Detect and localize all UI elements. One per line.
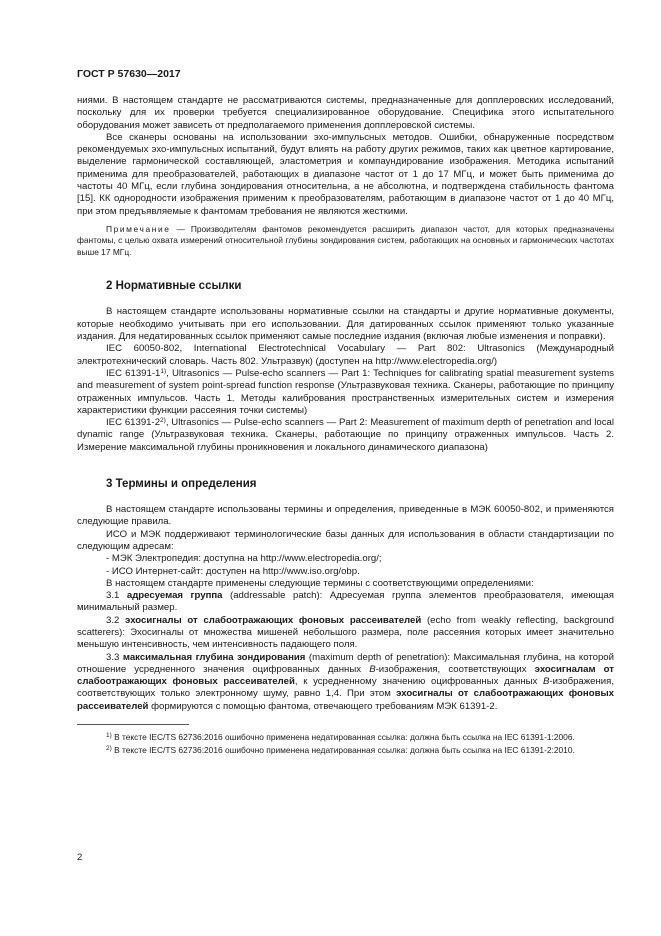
page-number: 2 — [77, 852, 83, 863]
list-item: - МЭК Электропедия: доступна на http://www.electropedia.org/; — [106, 553, 382, 565]
term-number: 3.2 — [106, 614, 126, 626]
term-definition: формируются с помощью фантома, отвечающего требованиям МЭК 61391-2. — [148, 700, 498, 712]
footnote-2 — [77, 744, 614, 757]
term-reference: эхосигналы от слабоотражающих фоновых рассеивателей — [77, 688, 614, 712]
document-header: ГОСТ Р 57630—2017 — [77, 68, 181, 80]
footnote-text: В тексте IEC/TS 62736:2016 ошибочно применена недатированная ссылка: должна быть ссылка на IEC 61391-2:2010. — [111, 744, 575, 755]
term-definition: (addressable patch): Адресуемая группа элементов преобразователя, имеющая минимальный размер. — [77, 590, 614, 614]
italic-b: B — [542, 676, 550, 688]
reference-text: , Ultrasonics — Pulse-echo scanners — Part 1: Techniques for calibrating spatial measurement systems and measurement of system point-spread function response (Ультразвуковая техника. Сканеры, работающие по принципу отраженных импульсов. Часть 1. Методы калибрования пространственных измерительных систем и измерения характеристики функции рассеяния точки системы) — [77, 367, 615, 416]
footnote-mark: 2) — [106, 744, 112, 752]
reference-iec-60050-802: IEC 60050-802, International Electrotechnical Vocabulary — Part 802: Ultrasonics (Международный электротехнический словарь. Часть 802. Ультразвук) (доступен на http://www.electropedia.org/) — [77, 343, 614, 367]
reference-iec-61391-1 — [77, 368, 614, 417]
section-3-heading: 3 Термины и определения — [106, 478, 257, 491]
term-definition: (echo from weakly reflecting, background scatterers): Эхосигналы от множества мишеней небольшого размера, поле рассеяния которых имеет значительно меньшую интенсивность, чем интенсивность падающего поля. — [77, 614, 614, 651]
section-2-paragraph: В настоящем стандарте использованы нормативные ссылки на стандарты и другие нормативные документы, которые необходимо учитывать при его использовании. Для датированных ссылок применяют только указанные издания. Для недатированных ссылок применяют самые последние издания (включая любые изменения и поправки). — [77, 306, 614, 343]
term-reference: эхосигналам от слабоотражающих фоновых рассеивателей — [77, 663, 614, 688]
intro-paragraph: Все сканеры основаны на использовании эхо-импульсных методов. Ошибки, обнаруженные посредством рекомендуемых эхо-импульсных испытаний, будут влиять на работу других режимов, таких как цветное картирование, выделение гармонической составляющей, эластометрия и компаундирование изображения. Методика испытаний применима для преобразователей, работающих в диапазоне частот от 1 до 17 МГц, и может быть применима до частоты 40 МГц, если глубина зондирования относительна, а не абсолютна, и подтверждена стабильность фантома [15]. КК однородности изображения применим к преобразователям, работающим в диапазоне частот от 1 до 40 МГц, при этом предъявляемые к фантомам требования не являются жесткими. — [77, 131, 614, 217]
term-definition: , к усредненному значению оцифрованных данных — [294, 676, 543, 688]
reference-text: , Ultrasonics — Pulse-echo scanners — Part 2: Measurement of maximum depth of penetration and local dynamic range (Ультразвуковая техника. Сканеры, работающие по принципу отраженных импульсов. Часть 2. Измерение максимальной глубины проникновения и локального динамического диапазона) — [77, 417, 614, 453]
footnote-mark: 1) — [106, 732, 112, 740]
term-definition: (maximum depth of penetration): Максимальная глубина, на которой отношение усредненного значения оцифрованных данных — [77, 651, 614, 675]
note-text: — Производителям фантомов рекомендуется расширить диапазон частот, для которых предназначены фантомы, с целью охвата измерений относительной глубины зондирования систем, работающих на основных и гармонических частотах выше 17 МГц. — [77, 223, 614, 257]
footnote-mark: 2) — [160, 417, 166, 425]
reference-code: IEC 61391-2 — [106, 417, 161, 429]
term-number: 3.1 — [106, 590, 127, 602]
term-3-3 — [77, 652, 614, 713]
intro-continuation: ниями. В настоящем стандарте не рассматриваются системы, предназначенные для допплеровских исследований, поскольку для их проверки требуется специализированное оборудование. Специфика этого испытательного оборудования может зависеть от предполагаемого применения допплеровской системы. — [77, 95, 614, 131]
footnote-1 — [77, 731, 614, 744]
term-number: 3.3 — [106, 651, 123, 663]
footnote-text: В тексте IEC/TS 62736:2016 ошибочно применена недатированная ссылка: должна быть ссылка на IEC 61391-1:2006. — [111, 732, 575, 743]
term-3-1 — [77, 590, 614, 615]
section-2-heading: 2 Нормативные ссылки — [106, 280, 242, 293]
term-name: адресуемая группа — [126, 590, 223, 602]
list-item: - ИСО Интернет-сайт: доступен на http://www.iso.org/obp. — [106, 565, 360, 577]
term-definition: -изображения, соответствующих только электронному шуму, равно 1,4. При этом — [77, 676, 615, 700]
term-3-2 — [77, 615, 614, 652]
footnote-mark: 1) — [160, 367, 167, 375]
note — [77, 224, 614, 259]
term-name: эхосигналы от слабоотражающих фоновых рассеивателей — [125, 614, 422, 626]
reference-code: IEC 61391-1 — [106, 367, 161, 379]
section-3-paragraph: В настоящем стандарте использованы термины и определения, приведенные в МЭК 60050-802, и применяются следующие правила. — [77, 504, 614, 528]
note-label: Примечание — [106, 223, 171, 234]
footnote-divider — [77, 724, 189, 725]
page-body — [77, 95, 614, 756]
italic-b: B — [369, 663, 376, 675]
section-3-paragraph: В настоящем стандарте применены следующие термины с соответствующими определениями: — [106, 577, 534, 589]
term-definition: -изображения, соответствующих — [375, 663, 535, 675]
section-3-paragraph: ИСО и МЭК поддерживают терминологические базы данных для использования в области стандартизации по следующим адресам: — [77, 528, 614, 552]
reference-iec-61391-2 — [77, 417, 614, 454]
term-name: максимальная глубина зондирования — [122, 651, 306, 663]
